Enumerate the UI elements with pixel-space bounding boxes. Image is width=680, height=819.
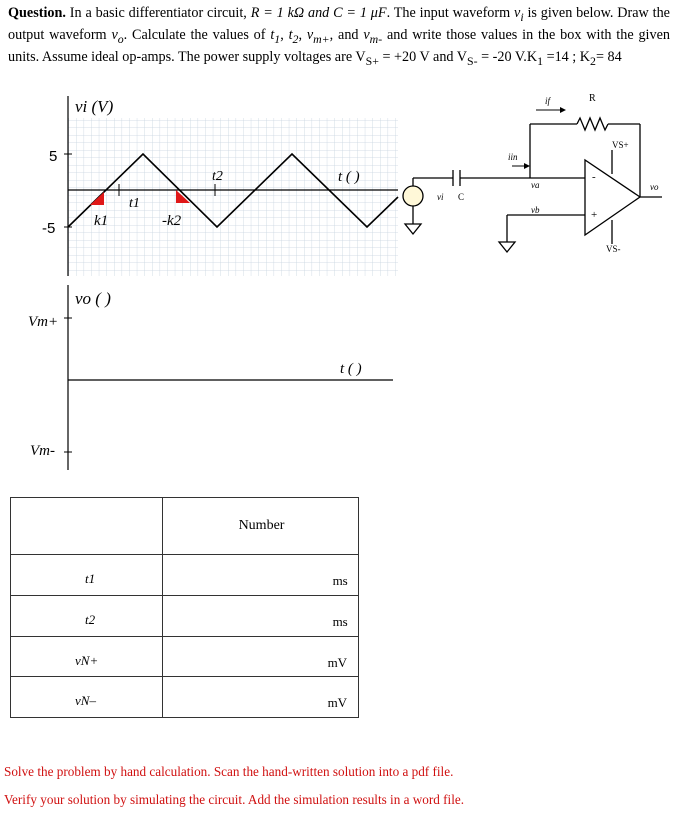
table-row: vN+ mV (11, 636, 359, 677)
ground-icon-2 (499, 242, 515, 252)
answer-table (10, 497, 359, 718)
va-label: va (531, 180, 540, 190)
answer-cell-vnminus[interactable]: mV (162, 677, 358, 718)
vi-label: vi (437, 192, 444, 202)
grid-background (68, 118, 398, 276)
vm-plus-label: Vm+ (28, 314, 59, 330)
vs-minus-label: VS- (606, 244, 621, 254)
vo-label: vo (650, 182, 659, 192)
answer-cell-t2[interactable]: ms (162, 595, 358, 636)
table-row: t2 ms (11, 595, 359, 636)
answer-cell-vnplus[interactable]: mV (162, 636, 358, 677)
resistor-icon (577, 118, 608, 130)
question-label: Question. (8, 5, 66, 21)
voltage-source (403, 186, 423, 206)
tick-5: 5 (49, 148, 58, 165)
t2-label: t2 (212, 169, 223, 184)
output-waveform-graph (28, 285, 393, 470)
question-text: Question. In a basic differentiator circuit, R = 1 kΩ and C = 1 μF. The input waveform $v_i$ is given below. Draw the output waveform $v_o$. Calculate the values of $t_1$, $t_2$, $v_{m+}$, and $v_{m-}$ and write those values in the box with the given units. Assume ideal op-amps. The power supply voltages are $V_{S+} = +20$ V and $V_{S-} = -20$ $V.K_1 =14$ ; $K_2= 84$ (8, 5, 670, 68)
table-row: t1 ms (11, 555, 359, 596)
answer-cell-t1[interactable]: ms (162, 555, 358, 596)
table-header: Number (238, 518, 285, 533)
table-row: vN– mV (11, 677, 359, 718)
k1-label: k1 (94, 213, 109, 229)
k2-label: -k2 (162, 213, 182, 229)
input-waveform-graph (42, 96, 398, 276)
vm-minus-label: Vm- (30, 443, 55, 459)
c-label: C (458, 192, 465, 202)
minus-label: - (592, 171, 596, 183)
vi-axis-label: vi (V) (75, 97, 114, 116)
iin-label: iin (508, 152, 518, 162)
tick-neg5: -5 (42, 220, 56, 237)
footer-instruction-1: Solve the problem by hand calculation. Scan the hand-written solution into a pdf file. (4, 764, 454, 779)
plus-label: + (591, 209, 598, 221)
r-label: R (589, 93, 596, 104)
footer-instruction-2: Verify your solution by simulating the circuit. Add the simulation results in a word file. (4, 792, 465, 807)
vs-plus-label: VS+ (612, 140, 629, 150)
t1-label: t1 (129, 196, 140, 211)
if-label: if (545, 96, 551, 106)
vo-axis-label: vo ( ) (75, 289, 111, 308)
vb-label: vb (531, 205, 540, 215)
ground-icon (405, 224, 421, 234)
t-unit-label-2: t ( ) (340, 361, 362, 377)
t-unit-label-1: t ( ) (338, 169, 360, 185)
